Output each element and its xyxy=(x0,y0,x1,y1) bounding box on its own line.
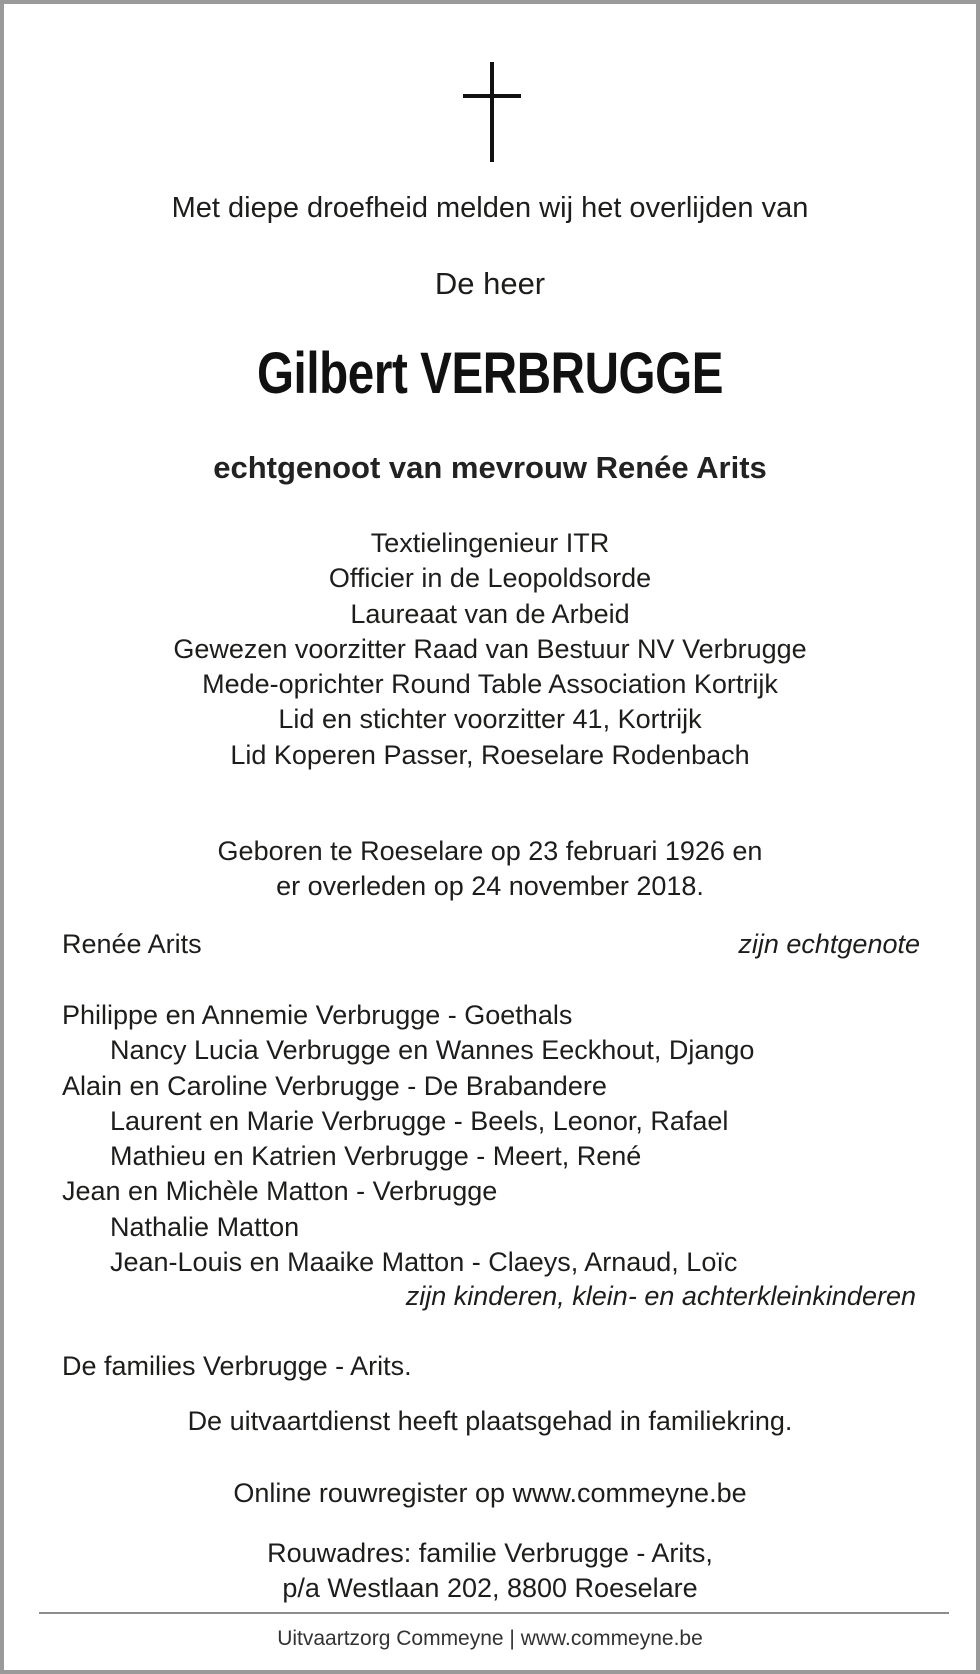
family-entry: Nathalie Matton xyxy=(110,1211,300,1242)
title-item: Laureaat van de Arbeid xyxy=(350,598,630,629)
families-line: De families Verbrugge - Arits. xyxy=(62,1351,412,1381)
family-entry: Jean en Michèle Matton - Verbrugge xyxy=(62,1176,498,1207)
funeral-info: De uitvaartdienst heeft plaatsgehad in familiekring. xyxy=(187,1406,793,1436)
intro-text: Met diepe droefheid melden wij het overlijden van xyxy=(171,192,809,224)
family-entry: Alain en Caroline Verbrugge - De Brabandere xyxy=(62,1070,607,1101)
family-list xyxy=(62,998,754,1280)
family-entry: Laurent en Marie Verbrugge - Beels, Leonor, Rafael xyxy=(110,1105,729,1136)
footer-credit: Uitvaartzorg Commeyne | www.commeyne.be xyxy=(277,1627,703,1650)
titles-list xyxy=(4,526,976,773)
title-item: Lid en stichter voorzitter 41, Kortrijk xyxy=(278,704,702,735)
cross-icon-vertical xyxy=(490,62,494,162)
title-item: Lid Koperen Passer, Roeselare Rodenbach xyxy=(230,739,750,770)
mourning-address xyxy=(4,1536,976,1606)
family-entry: Mathieu en Katrien Verbrugge - Meert, René xyxy=(110,1141,642,1172)
family-entry: Philippe en Annemie Verbrugge - Goethals xyxy=(62,1000,573,1030)
cross-icon-horizontal xyxy=(463,94,521,98)
spouse-line: echtgenoot van mevrouw Renée Arits xyxy=(213,450,767,485)
address-line: p/a Westlaan 202, 8800 Roeselare xyxy=(282,1573,698,1603)
salutation: De heer xyxy=(434,266,546,301)
title-item: Gewezen voorzitter Raad van Bestuur NV Verbrugge xyxy=(173,633,807,664)
birth-death-info xyxy=(4,834,976,904)
footer-divider xyxy=(39,1612,949,1614)
deceased-name: Gilbert VERBRUGGE xyxy=(256,341,724,406)
title-item: Textielingenieur ITR xyxy=(370,528,610,558)
family-entry: Nancy Lucia Verbrugge en Wannes Eeckhout, Django xyxy=(110,1035,755,1066)
spouse-relation: zijn echtgenote xyxy=(738,929,920,959)
address-line: Rouwadres: familie Verbrugge - Arits, xyxy=(267,1538,713,1568)
title-item: Officier in de Leopoldsorde xyxy=(328,563,652,594)
spouse-name: Renée Arits xyxy=(62,929,202,959)
family-entry: Jean-Louis en Maaike Matton - Claeys, Arnaud, Loïc xyxy=(110,1247,738,1278)
title-item: Mede-oprichter Round Table Association Kortrijk xyxy=(202,669,778,700)
birth-line: Geboren te Roeselare op 23 februari 1926 en xyxy=(217,836,763,866)
family-relation: zijn kinderen, klein- en achterkleinkinderen xyxy=(405,1281,916,1311)
online-register: Online rouwregister op www.commeyne.be xyxy=(233,1478,747,1508)
death-line: er overleden op 24 november 2018. xyxy=(276,871,704,901)
spouse-row xyxy=(62,926,920,962)
